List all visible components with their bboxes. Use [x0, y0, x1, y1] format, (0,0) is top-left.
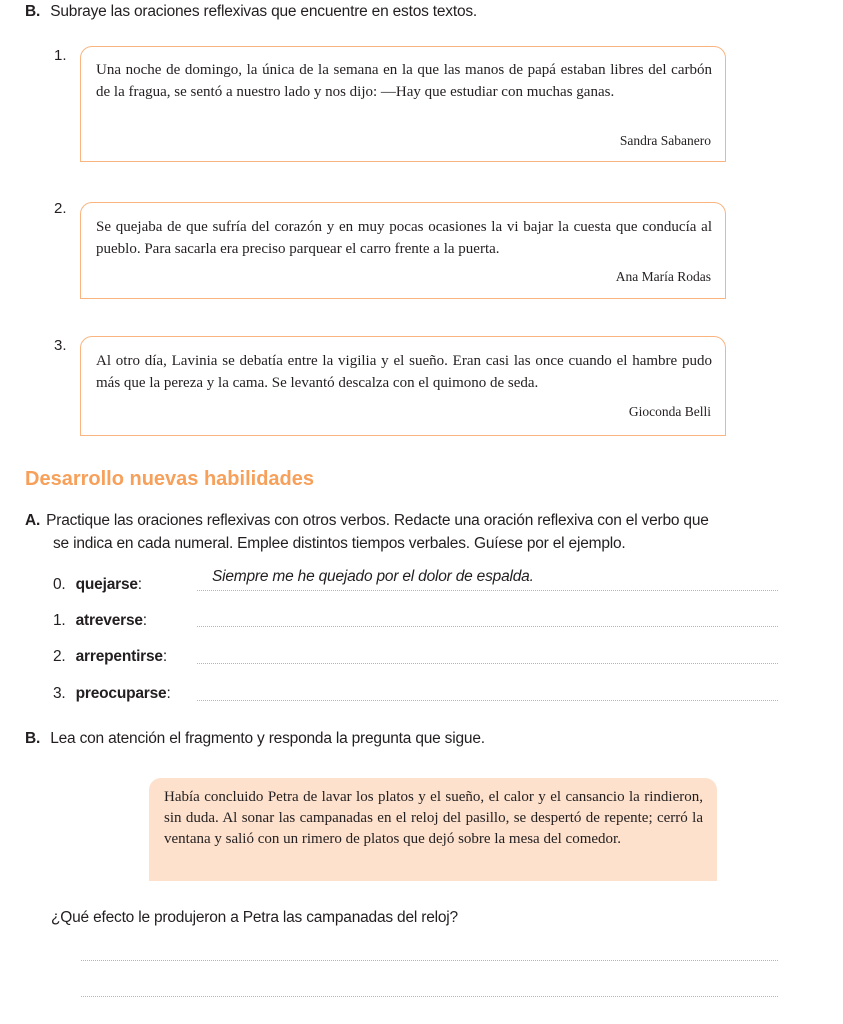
- instruction-a: [25, 509, 825, 555]
- item-verb: atreverse: [75, 612, 143, 629]
- instruction-text-line2: se indica en cada numeral. Emplee distintos tiempos verbales. Guíese por el ejemplo.: [53, 535, 626, 552]
- example-answer: Siempre me he quejado por el dolor de espalda.: [212, 568, 534, 585]
- answer-line-0[interactable]: [197, 590, 778, 591]
- exercise-label-2: [53, 648, 167, 666]
- text-author: Ana María Rodas: [615, 269, 711, 284]
- answer-line-2[interactable]: [197, 663, 778, 664]
- item-number: 3.: [53, 685, 66, 702]
- item-colon: :: [166, 685, 171, 702]
- answer-line-question-2[interactable]: [81, 996, 778, 997]
- item-verb: preocuparse: [75, 685, 167, 702]
- item-colon: :: [142, 612, 147, 629]
- item-colon: :: [137, 576, 142, 593]
- text-author: Gioconda Belli: [628, 404, 711, 419]
- text-body: Al otro día, Lavinia se debatía entre la vigilia y el sueño. Eran casi las once cuando el hambre pudo más que la pereza y la cama. Se levantó descalza con el quimono de seda.: [96, 353, 712, 391]
- text-box-2: [80, 202, 726, 299]
- exercise-label-0: [53, 576, 142, 594]
- text-body: Una noche de domingo, la única de la semana en la que las manos de papá estaban libres del carbón de la fragua, se sentó a nuestro lado y nos dijo: —Hay que estudiar con muchas ganas.: [96, 62, 712, 100]
- instruction-text-line1: Practique las oraciones reflexivas con otros verbos. Redacte una oración reflexiva con el verbo que: [46, 512, 709, 529]
- instruction-text: Lea con atención el fragmento y responda la pregunta que sigue.: [50, 730, 485, 747]
- text-number: 3.: [54, 337, 67, 354]
- item-verb: quejarse: [75, 576, 138, 593]
- text-body: Se quejaba de que sufría del corazón y en muy pocas ocasiones la vi bajar la cuesta que conducía al pueblo. Para sacarla era preciso parquear el carro frente a la puerta.: [96, 219, 712, 257]
- text-box-1: [80, 46, 726, 162]
- instruction-text: Subraye las oraciones reflexivas que encuentre en estos textos.: [50, 3, 478, 20]
- item-verb: arrepentirse: [75, 648, 163, 665]
- answer-line-1[interactable]: [197, 626, 778, 627]
- instruction-letter: B.: [25, 3, 41, 20]
- exercise-label-1: [53, 612, 147, 630]
- text-number: 2.: [54, 200, 67, 217]
- instruction-b2: [25, 730, 485, 748]
- answer-line-question-1[interactable]: [81, 960, 778, 961]
- item-number: 1.: [53, 612, 66, 629]
- answer-line-3[interactable]: [197, 700, 778, 701]
- item-number: 0.: [53, 576, 66, 593]
- text-box-3: [80, 336, 726, 436]
- instruction-letter: B.: [25, 730, 41, 747]
- instruction-b1: [25, 3, 477, 21]
- section-heading: Desarrollo nuevas habilidades: [25, 468, 314, 490]
- item-number: 2.: [53, 648, 66, 665]
- question-text: ¿Qué efecto le produjeron a Petra las campanadas del reloj?: [51, 909, 458, 926]
- fragment-text: Había concluido Petra de lavar los platos y el sueño, el calor y el cansancio la rindieron, sin duda. Al sonar las campanadas en el reloj del pasillo, se despertó de repente; cerró la ventana y salió con un rimero de platos que dejó sobre la mesa del comedor.: [164, 789, 703, 847]
- instruction-letter: A.: [25, 512, 41, 529]
- text-author: Sandra Sabanero: [619, 133, 711, 148]
- exercise-label-3: [53, 685, 171, 703]
- text-number: 1.: [54, 47, 67, 64]
- item-colon: :: [162, 648, 167, 665]
- fragment-box: [149, 778, 717, 881]
